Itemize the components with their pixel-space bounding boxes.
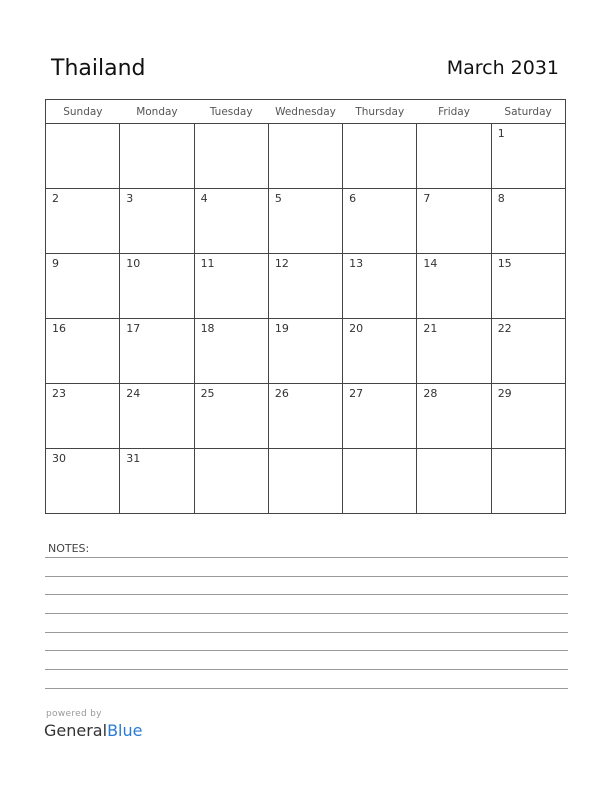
- day-cell: [46, 449, 120, 514]
- day-cell: [417, 449, 491, 514]
- weekday-friday: Friday: [417, 100, 491, 124]
- day-number: 25: [200, 387, 215, 400]
- week-row: [46, 254, 566, 319]
- day-cell: [343, 189, 417, 254]
- note-line: [45, 557, 568, 558]
- day-number: 11: [200, 257, 215, 270]
- day-number: 31: [126, 452, 141, 465]
- day-number: [120, 124, 193, 127]
- notes-label: NOTES:: [48, 542, 90, 555]
- day-number: 5: [274, 192, 282, 205]
- calendar-grid: [45, 99, 566, 514]
- day-cell: [491, 189, 565, 254]
- day-cell: [120, 449, 194, 514]
- day-number: [343, 449, 416, 452]
- day-cell: [268, 189, 342, 254]
- day-cell: [343, 319, 417, 384]
- day-cell: [194, 254, 268, 319]
- day-number: 20: [349, 322, 364, 335]
- day-cell: [120, 319, 194, 384]
- day-number: 1: [497, 127, 505, 140]
- day-cell: [343, 254, 417, 319]
- day-number: 12: [274, 257, 289, 270]
- day-cell: [343, 384, 417, 449]
- note-line: [45, 632, 568, 633]
- day-cell: [120, 384, 194, 449]
- brand-blue-text: Blue: [107, 721, 143, 740]
- day-cell: [343, 449, 417, 514]
- day-number: 18: [200, 322, 215, 335]
- weekday-tuesday: Tuesday: [194, 100, 268, 124]
- day-number: 2: [52, 192, 59, 205]
- note-line: [45, 613, 568, 614]
- day-number: [195, 124, 268, 127]
- day-cell: [120, 124, 194, 189]
- day-number: 28: [423, 387, 438, 400]
- day-number: 7: [423, 192, 431, 205]
- week-row: [46, 124, 566, 189]
- note-line: [45, 688, 568, 689]
- day-cell: [194, 124, 268, 189]
- day-number: 8: [497, 192, 505, 205]
- day-cell: [491, 124, 565, 189]
- day-number: 16: [52, 322, 66, 335]
- day-cell: [194, 319, 268, 384]
- day-cell: [46, 319, 120, 384]
- generalblue-logo[interactable]: [44, 721, 142, 740]
- day-cell: [268, 384, 342, 449]
- day-cell: [417, 189, 491, 254]
- day-number: [269, 124, 342, 127]
- day-number: [195, 449, 268, 452]
- day-cell: [194, 384, 268, 449]
- day-number: [269, 449, 342, 452]
- day-number: 3: [126, 192, 134, 205]
- day-number: 24: [126, 387, 141, 400]
- day-cell: [268, 319, 342, 384]
- brand-general-text: General: [44, 721, 108, 740]
- weekday-saturday: Saturday: [491, 100, 565, 124]
- day-number: 23: [52, 387, 66, 400]
- day-number: 15: [497, 257, 512, 270]
- day-cell: [417, 124, 491, 189]
- day-number: 27: [349, 387, 364, 400]
- day-cell: [268, 124, 342, 189]
- week-row: [46, 384, 566, 449]
- day-number: 17: [126, 322, 141, 335]
- weekday-header-row: [46, 100, 566, 124]
- day-number: 19: [274, 322, 289, 335]
- note-line: [45, 650, 568, 651]
- day-cell: [46, 189, 120, 254]
- day-cell: [46, 254, 120, 319]
- day-number: [46, 124, 119, 127]
- day-cell: [120, 254, 194, 319]
- day-number: [343, 124, 416, 127]
- powered-by-text: powered by: [46, 709, 102, 719]
- day-number: [492, 449, 565, 452]
- week-row: [46, 319, 566, 384]
- weekday-sunday: Sunday: [46, 100, 120, 124]
- day-number: 13: [349, 257, 364, 270]
- day-cell: [194, 189, 268, 254]
- day-cell: [46, 384, 120, 449]
- day-number: 9: [52, 257, 59, 270]
- month-year-title: March 2031: [446, 57, 559, 79]
- day-number: 14: [423, 257, 438, 270]
- weekday-wednesday: Wednesday: [268, 100, 342, 124]
- day-cell: [491, 254, 565, 319]
- day-cell: [268, 254, 342, 319]
- day-cell: [491, 384, 565, 449]
- day-cell: [194, 449, 268, 514]
- day-cell: [417, 319, 491, 384]
- note-line: [45, 594, 568, 595]
- day-cell: [120, 189, 194, 254]
- weekday-thursday: Thursday: [343, 100, 417, 124]
- day-cell: [46, 124, 120, 189]
- week-row: [46, 189, 566, 254]
- day-cell: [417, 254, 491, 319]
- day-number: [417, 124, 490, 127]
- note-line: [45, 576, 568, 577]
- day-cell: [417, 384, 491, 449]
- day-number: [417, 449, 490, 452]
- day-number: 30: [52, 452, 66, 465]
- weekday-monday: Monday: [120, 100, 194, 124]
- day-number: 22: [497, 322, 512, 335]
- day-cell: [343, 124, 417, 189]
- country-title: Thailand: [51, 56, 146, 81]
- day-number: 10: [126, 257, 141, 270]
- note-line: [45, 669, 568, 670]
- day-cell: [491, 319, 565, 384]
- day-number: 21: [423, 322, 438, 335]
- day-number: 29: [497, 387, 512, 400]
- day-cell: [268, 449, 342, 514]
- day-cell: [491, 449, 565, 514]
- day-number: 4: [200, 192, 208, 205]
- day-number: 6: [349, 192, 357, 205]
- day-number: 26: [274, 387, 289, 400]
- week-row: [46, 449, 566, 514]
